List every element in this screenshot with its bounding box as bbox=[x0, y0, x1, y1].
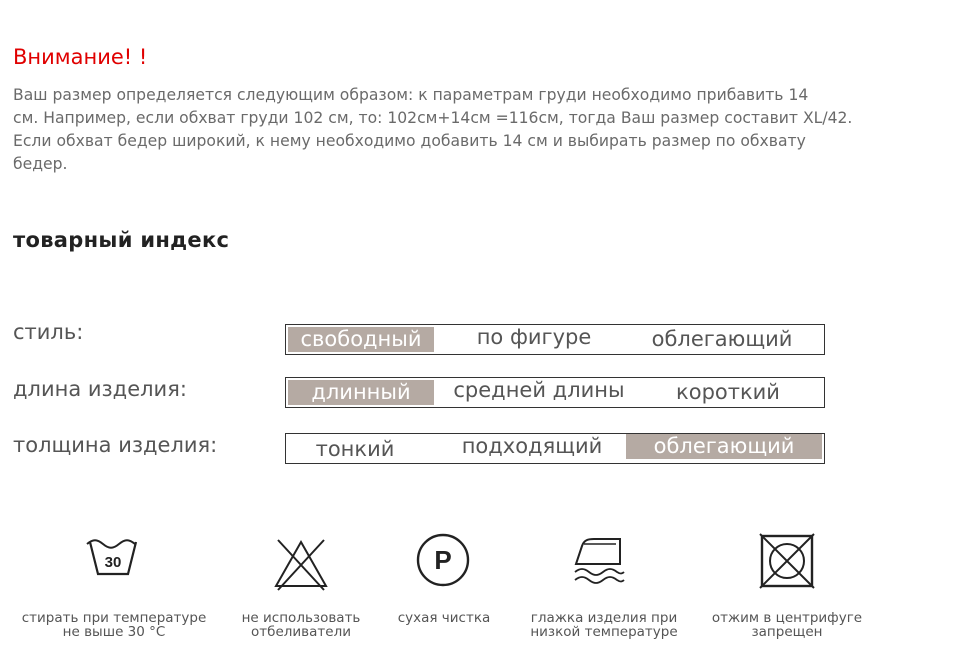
care-label: не использовать отбеливатели bbox=[241, 610, 361, 640]
wash-30-icon bbox=[84, 530, 142, 578]
option-long: длинный bbox=[288, 380, 434, 405]
option-thin: тонкий bbox=[315, 437, 395, 461]
no-bleach-icon bbox=[270, 530, 332, 592]
option-fitted: по фигуре bbox=[476, 325, 592, 349]
no-tumble-dry-icon bbox=[758, 530, 816, 590]
thickness-scale bbox=[285, 433, 825, 464]
param-row-length bbox=[0, 377, 960, 411]
option-tight: облегающий bbox=[651, 327, 793, 351]
size-notice-line: Если обхват бедер широкий, к нему необходимо добавить 14 см и выбирать размер по обхвату bbox=[13, 132, 806, 150]
dry-clean-p-icon bbox=[413, 530, 473, 590]
style-scale bbox=[285, 324, 825, 355]
option-loose: свободный bbox=[288, 327, 434, 352]
option-suitable: подходящий bbox=[461, 434, 603, 458]
size-notice-line: Ваш размер определяется следующим образом: к параметрам груди необходимо прибавить 14 bbox=[13, 86, 809, 104]
care-label: сухая чистка bbox=[397, 610, 491, 626]
param-label: стиль: bbox=[13, 320, 84, 344]
size-notice-line: см. Например, если обхват груди 102 см, то: 102см+14см =116см, тогда Ваш размер составит XL/42. bbox=[13, 109, 853, 127]
iron-low-icon bbox=[572, 530, 628, 586]
param-label: длина изделия: bbox=[13, 377, 187, 401]
wash-temp-text: 30 bbox=[104, 554, 122, 571]
product-index-title: товарный индекс bbox=[13, 228, 230, 252]
dry-clean-letter: P bbox=[434, 545, 452, 575]
care-label: глажка изделия при низкой температуре bbox=[530, 610, 678, 640]
size-notice bbox=[13, 84, 893, 176]
param-label: толщина изделия: bbox=[13, 433, 218, 457]
param-row-style bbox=[0, 320, 960, 354]
option-tight-thickness: облегающий bbox=[626, 434, 822, 459]
care-label: отжим в центрифуге запрещен bbox=[711, 610, 863, 640]
size-notice-line: бедер. bbox=[13, 155, 68, 173]
attention-heading: Внимание! ! bbox=[13, 45, 148, 69]
option-medium-length: средней длины bbox=[453, 378, 625, 402]
option-short: короткий bbox=[676, 380, 780, 404]
param-row-thickness bbox=[0, 433, 960, 467]
length-scale bbox=[285, 377, 825, 408]
care-label: стирать при температуре не выше 30 °C bbox=[21, 610, 207, 640]
